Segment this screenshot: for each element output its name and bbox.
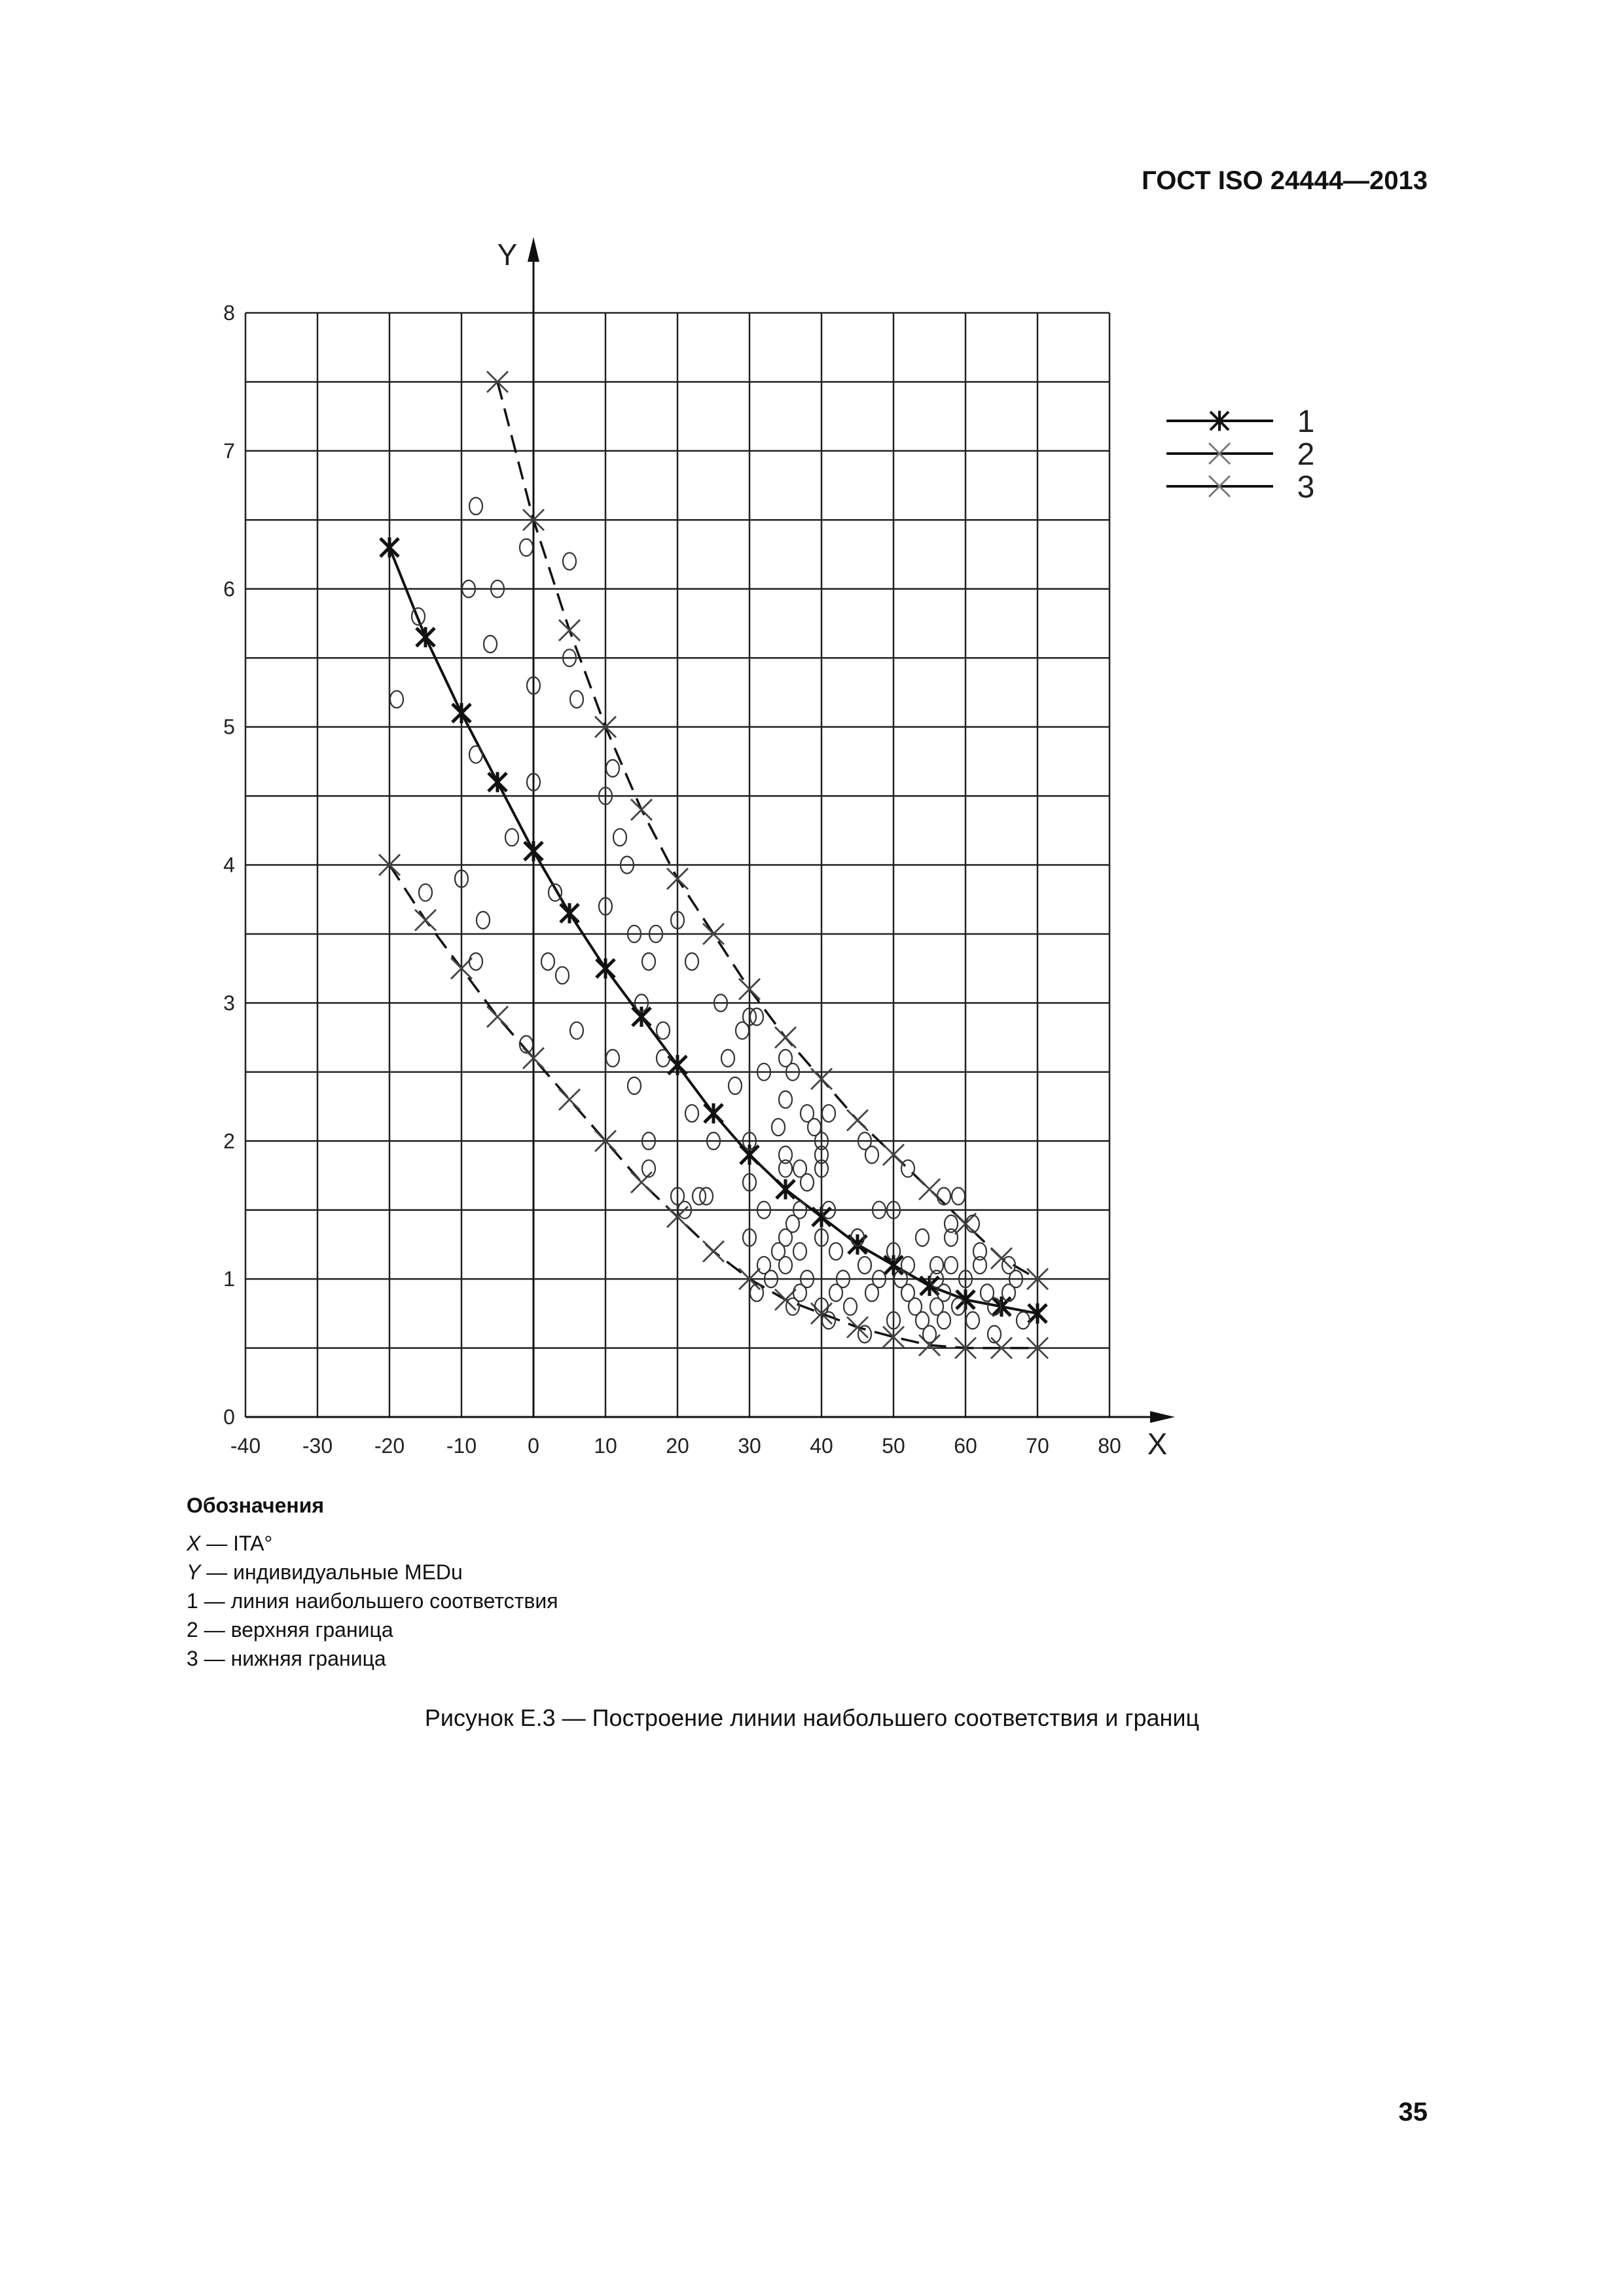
data-point-circle: [966, 1312, 979, 1329]
data-point-circle: [772, 1119, 785, 1136]
standard-header: ГОСТ ISO 24444—2013: [1142, 166, 1428, 195]
data-point-circle: [570, 1022, 583, 1039]
designation-y: [187, 1558, 558, 1587]
data-point-circle: [505, 829, 518, 846]
legend-entry-2: [1166, 437, 1314, 472]
data-point-circle: [613, 829, 626, 846]
data-point-cross: [487, 1006, 508, 1027]
y-axis-arrow: [528, 237, 539, 262]
data-point-asterisk: [488, 772, 507, 793]
x-tick-label: 60: [954, 1434, 977, 1458]
designation-text: — нижняя граница: [198, 1647, 386, 1670]
x-tick-label: 30: [738, 1434, 761, 1458]
data-point-circle: [469, 497, 482, 514]
data-point-circle: [793, 1243, 806, 1260]
series-observations: [390, 497, 1030, 1342]
designation-text: — верхняя граница: [198, 1618, 393, 1641]
data-point-asterisk: [380, 537, 399, 558]
data-point-asterisk: [596, 958, 615, 978]
x-tick-label: -30: [302, 1434, 333, 1458]
data-point-asterisk: [524, 841, 543, 861]
data-point-circle: [858, 1257, 871, 1274]
designation-x: [187, 1529, 558, 1558]
y-axis-label: Y: [497, 238, 518, 272]
designation-3: [187, 1644, 558, 1673]
designation-2: [187, 1615, 558, 1644]
designation-symbol: X: [187, 1532, 201, 1555]
chart-grid: [245, 313, 1110, 1417]
legend-label: 1: [1297, 404, 1315, 439]
data-point-circle: [477, 912, 490, 929]
data-point-circle: [829, 1243, 842, 1260]
designations-block: [187, 1491, 558, 1673]
data-point-asterisk: [632, 1007, 651, 1027]
data-point-circle: [469, 746, 482, 763]
x-tick-label: -40: [230, 1434, 261, 1458]
y-tick-label: 7: [223, 439, 235, 463]
x-tick-label: 70: [1026, 1434, 1049, 1458]
data-point-circle: [606, 760, 619, 777]
data-point-asterisk: [668, 1055, 687, 1075]
x-tick-label: 0: [528, 1434, 539, 1458]
data-point-circle: [923, 1325, 936, 1342]
x-tick-label: 40: [810, 1434, 833, 1458]
data-point-cross: [775, 1027, 796, 1048]
data-point-circle: [736, 1022, 749, 1039]
x-tick-label: 50: [882, 1434, 905, 1458]
designation-text: — ITA°: [200, 1532, 273, 1555]
data-point-circle: [779, 1257, 792, 1274]
data-point-circle: [937, 1312, 950, 1329]
data-point-circle: [390, 691, 403, 708]
data-point-circle: [829, 1284, 842, 1301]
y-tick-label: 1: [223, 1267, 235, 1291]
designation-symbol: 2: [187, 1618, 198, 1641]
data-point-cross: [415, 910, 436, 931]
data-point-asterisk: [740, 1145, 759, 1165]
x-tick-label: -10: [446, 1434, 477, 1458]
data-point-circle: [642, 953, 655, 970]
data-point-circle: [952, 1188, 965, 1205]
data-point-circle: [801, 1174, 814, 1191]
data-point-circle: [822, 1105, 835, 1122]
y-tick-label: 3: [223, 991, 235, 1015]
data-point-circle: [729, 1077, 742, 1094]
data-point-circle: [628, 1077, 641, 1094]
data-point-cross: [559, 620, 580, 641]
data-point-circle: [657, 1050, 670, 1067]
y-tick-label: 6: [223, 577, 235, 601]
page-number: 35: [1398, 2098, 1428, 2126]
designation-symbol: Y: [187, 1560, 201, 1584]
data-point-circle: [541, 953, 554, 970]
data-point-cross: [631, 1172, 652, 1193]
data-point-circle: [419, 884, 432, 901]
data-point-asterisk: [884, 1255, 903, 1276]
data-point-asterisk: [560, 903, 579, 924]
x-tick-label: -20: [374, 1434, 405, 1458]
data-point-circle: [685, 953, 698, 970]
x-tick-label: 80: [1098, 1434, 1121, 1458]
data-point-asterisk: [416, 627, 435, 647]
data-point-asterisk: [776, 1179, 795, 1200]
data-point-cross: [847, 1110, 868, 1131]
data-point-circle: [865, 1284, 878, 1301]
data-point-circle: [570, 691, 583, 708]
data-point-circle: [469, 953, 482, 970]
designation-text: — линия наибольшего соответствия: [198, 1589, 558, 1613]
x-axis-label: X: [1147, 1427, 1168, 1461]
data-point-circle: [901, 1160, 914, 1177]
data-point-asterisk: [704, 1103, 723, 1124]
data-point-circle: [556, 967, 569, 984]
data-point-circle: [520, 539, 533, 556]
x-tick-label: 20: [666, 1434, 689, 1458]
x-axis-arrow: [1150, 1411, 1175, 1423]
y-tick-label: 4: [223, 853, 235, 877]
data-point-cross: [559, 1089, 580, 1110]
data-point-circle: [865, 1146, 878, 1163]
data-point-circle: [721, 1050, 734, 1067]
designation-symbol: 3: [187, 1647, 198, 1670]
data-point-asterisk: [452, 703, 471, 723]
designation-symbol: 1: [187, 1589, 198, 1613]
series-line: [497, 382, 1038, 1279]
x-tick-label: 10: [594, 1434, 617, 1458]
legend-label: 3: [1297, 470, 1315, 505]
data-point-circle: [484, 636, 497, 653]
data-point-circle: [685, 1105, 698, 1122]
designation-text: — индивидуальные MEDu: [200, 1560, 463, 1584]
data-point-cross: [631, 799, 652, 820]
figure-caption: Рисунок Е.3 — Построение линии наибольшего соответствия и границ: [424, 1704, 1200, 1731]
data-point-circle: [563, 553, 576, 570]
data-point-circle: [657, 1022, 670, 1039]
legend-label: 2: [1297, 437, 1315, 472]
data-point-cross: [703, 1241, 724, 1262]
data-point-circle: [916, 1229, 929, 1246]
data-point-circle: [1017, 1312, 1030, 1329]
y-tick-label: 0: [223, 1405, 235, 1429]
series-1: [380, 537, 1047, 1323]
y-tick-label: 2: [223, 1129, 235, 1153]
designation-1: [187, 1587, 558, 1615]
legend-entry-1: [1166, 404, 1314, 439]
data-point-circle: [779, 1091, 792, 1108]
y-tick-label: 5: [223, 715, 235, 739]
legend-entry-3: [1166, 470, 1314, 505]
data-point-circle: [945, 1257, 958, 1274]
data-point-circle: [606, 1050, 619, 1067]
chart-legend: [1166, 404, 1314, 505]
series-2: [487, 371, 1048, 1289]
data-point-circle: [844, 1298, 857, 1315]
designations-title: Обозначения: [187, 1494, 325, 1517]
y-tick-label: 8: [223, 301, 235, 325]
